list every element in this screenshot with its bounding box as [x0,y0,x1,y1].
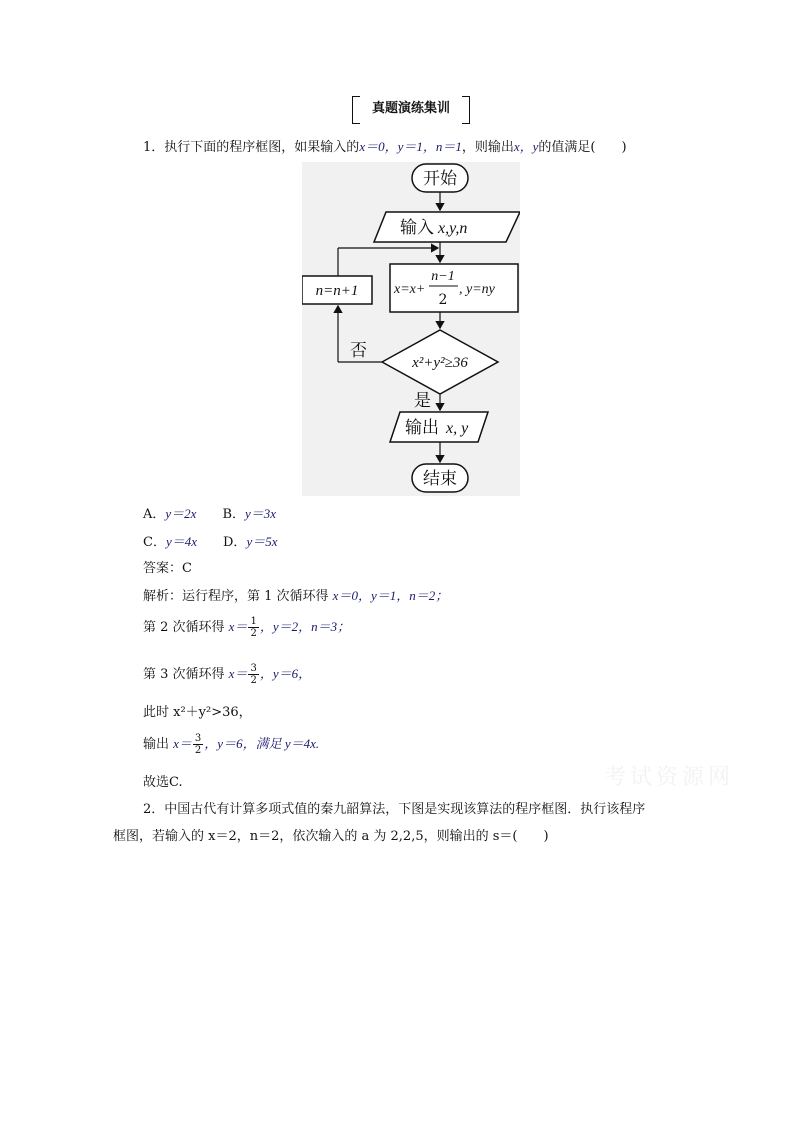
option-c-letter: C． [143,535,166,550]
fraction-numerator: 1 [250,616,257,627]
fraction-numerator: 3 [250,663,257,674]
flowchart [302,162,520,496]
q1-stem-a: 执行下面的程序框图，如果输入的 [164,140,360,155]
fraction-denominator: 2 [250,628,257,639]
analysis-2-text: 第 2 次循环得 [143,620,229,635]
option-b-text: y＝3x [245,506,277,521]
fraction-denominator: 2 [250,675,257,686]
option-a-letter: A． [143,507,166,522]
analysis-line-5 [143,731,319,758]
analysis-line-1 [143,587,448,606]
end-label: 结束 [423,469,457,489]
answer: 答案：C [143,561,192,576]
output-vars: x, y [446,420,469,437]
q1-stem-vars: x＝0，y＝1，n＝1 [359,139,462,154]
q1-number: 1 [143,140,152,155]
options-row-1 [143,505,276,524]
fraction [248,616,258,639]
analysis-3-text: 第 3 次循环得 [143,667,229,682]
q2-line-1: 2．中国古代有计算多项式值的秦九韶算法，下图是实现该算法的程序框图．执行该程序 [143,802,646,817]
option-c-text: y＝4x [165,534,197,549]
analysis-line-4 [143,704,252,722]
fraction [193,733,203,756]
options-row-2 [143,533,277,552]
q1-dot: ． [151,140,165,155]
increment-label: n=n+1 [315,283,359,299]
analysis-5-rest: ，y＝6，满足 y＝4x. [204,736,320,751]
start-label: 开始 [423,169,457,189]
input-label: 输入 [400,218,434,238]
section-title: 真题演练集训 [352,96,470,122]
analysis-5-x: x＝ [173,736,192,751]
output-label: 输出 [405,418,439,438]
option-d-letter: D． [223,535,247,550]
process-frac-num: n−1 [431,269,455,284]
option-b-letter: B． [222,507,245,522]
yes-label: 是 [414,391,431,411]
analysis-5-text: 输出 [143,737,174,752]
analysis-3-x: x＝ [228,666,248,681]
option-a-text: y＝2x [165,506,197,521]
fraction-numerator: 3 [194,733,202,744]
analysis-2-x: x＝ [228,619,248,634]
q1-stem-out-vars: x，y [513,139,539,154]
process-prefix: x=x+ [394,282,426,297]
analysis-line-6: 故选C. [143,775,183,790]
analysis-line-3 [143,661,311,688]
option-d-text: y＝5x [246,534,278,549]
analysis-4-text: 此时 x²＋y²>36， [143,705,252,720]
watermark: 考试资源网 [604,765,735,790]
q1-stem-e: 的值满足( ) [538,140,627,155]
analysis-line-2 [143,614,350,641]
process-suffix: , y=ny [459,282,495,297]
analysis-3-rest: ，y＝6， [259,666,312,681]
no-label: 否 [350,341,367,361]
q1-stem [143,138,627,157]
fraction [248,663,258,686]
q2-line-2: 框图，若输入的 x＝2，n＝2，依次输入的 a 为 2,2,5，则输出的 s＝( ) [113,829,549,844]
input-vars: x,y,n [438,220,468,237]
decision-label: x²+y²≥36 [412,355,468,371]
analysis-1-text: 解析：运行程序，第 1 次循环得 [143,589,333,604]
q1-stem-c: ，则输出 [461,140,514,155]
analysis-1-math: x＝0，y＝1，n＝2； [332,588,449,603]
analysis-2-rest: ，y＝2，n＝3； [259,619,351,634]
fraction-denominator: 2 [194,745,202,756]
process-frac-den: 2 [438,292,448,308]
